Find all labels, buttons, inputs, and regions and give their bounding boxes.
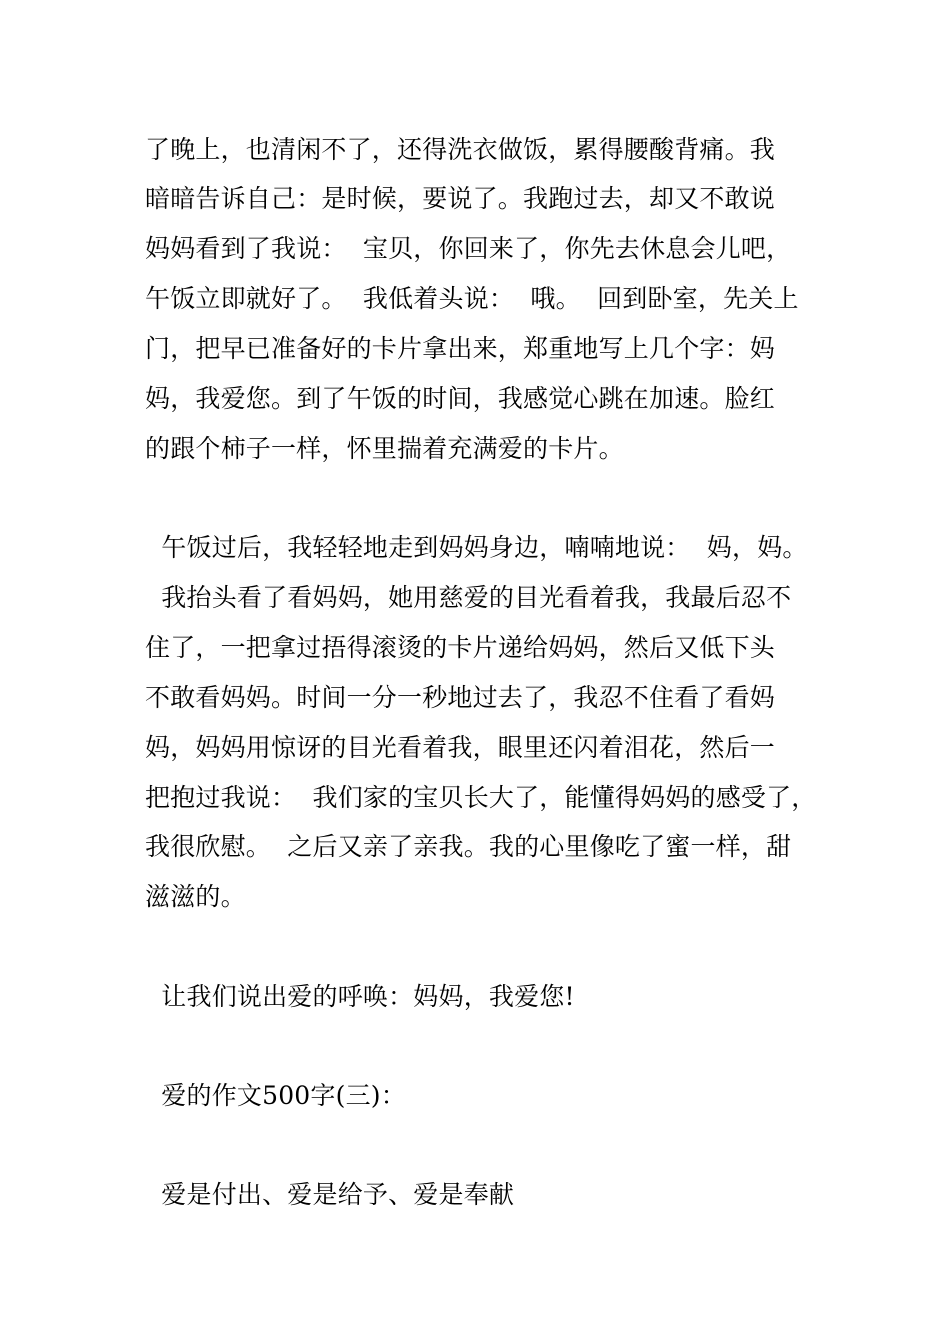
paragraph-5: 爱是付出、爱是给予、爱是奉献 <box>145 1180 515 1209</box>
paragraph-1-line-2: 暗暗告诉自己：是时候，要说了。我跑过去，却又不敢说 <box>145 184 776 213</box>
paragraph-1-line-6: 妈，我爱您。到了午饭的时间，我感觉心跳在加速。脸红 <box>145 384 776 413</box>
paragraph-3: 让我们说出爱的呼唤：妈妈，我爱您! <box>145 982 575 1011</box>
paragraph-1-line-3: 妈妈看到了我说： 宝贝，你回来了，你先去休息会儿吧， <box>145 234 792 263</box>
paragraph-2-line-2: 我抬头看了看妈妈，她用慈爱的目光看着我，我最后忍不 <box>145 583 792 612</box>
paragraph-1-line-7: 的跟个柿子一样，怀里揣着充满爱的卡片。 <box>145 434 624 463</box>
paragraph-2-line-4: 不敢看妈妈。时间一分一秒地过去了，我忍不住看了看妈 <box>145 683 776 712</box>
paragraph-1-line-1: 了晚上，也清闲不了，还得洗衣做饭，累得腰酸背痛。我 <box>145 135 776 164</box>
paragraph-2-line-7: 我很欣慰。 之后又亲了亲我。我的心里像吃了蜜一样，甜 <box>145 832 792 861</box>
paragraph-2-line-8: 滋滋的。 <box>145 882 246 911</box>
paragraph-2-line-5: 妈，妈妈用惊讶的目光看着我，眼里还闪着泪花，然后一 <box>145 733 776 762</box>
paragraph-1-line-4: 午饭立即就好了。 我低着头说： 哦。 回到卧室，先关上 <box>145 284 799 313</box>
paragraph-1-line-5: 门，把早已准备好的卡片拿出来，郑重地写上几个字：妈 <box>145 334 776 363</box>
paragraph-2-line-6: 把抱过我说： 我们家的宝贝长大了，能懂得妈妈的感受了， <box>145 783 817 812</box>
paragraph-2-line-1: 午饭过后，我轻轻地走到妈妈身边，喃喃地说： 妈，妈。 <box>145 533 808 562</box>
paragraph-2-line-3: 住了，一把拿过捂得滚烫的卡片递给妈妈，然后又低下头 <box>145 633 776 662</box>
section-heading: 爱的作文500字(三)： <box>145 1081 406 1110</box>
